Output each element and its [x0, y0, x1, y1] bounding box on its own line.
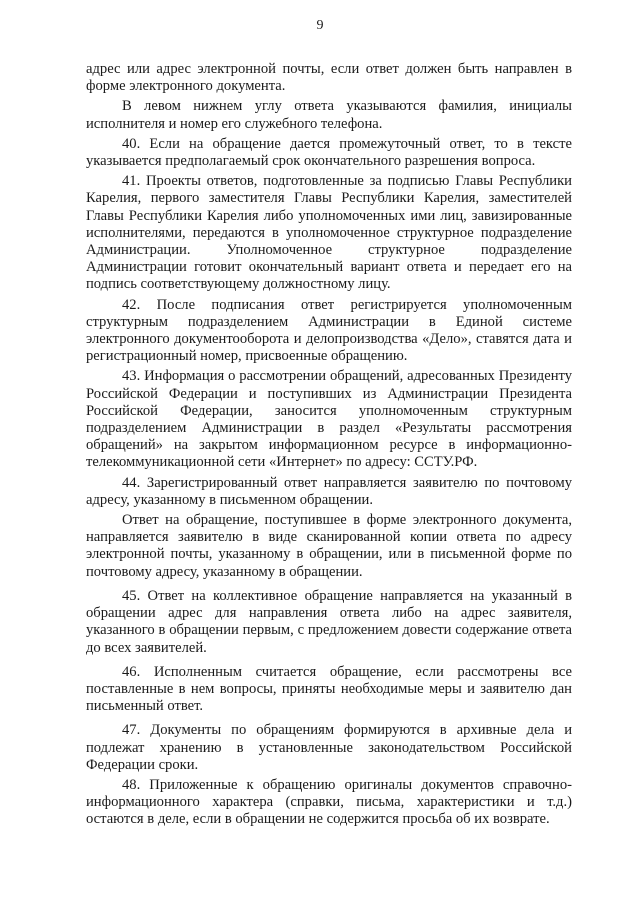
- paragraph-42: 42. После подписания ответ регистрируется уполномоченным структурным подразделением Администрации в Единой системе электронного документооборота и делопроизводства «Дело», ставятся дата и регистрационный номер, присвоенные обращению.: [86, 296, 572, 365]
- paragraph-43: 43. Информация о рассмотрении обращений, адресованных Президенту Российской Федерации и поступивших из Администрации Президента Российской Федерации, заносится уполномоченным структурным подразделением Администрации в раздел «Результаты рассмотрения обращений» на закрытом информационном ресурсе в информационно-телекоммуникационной сети «Интернет» по адресу: ССТУ.РФ.: [86, 368, 572, 471]
- paragraph-46: 46. Исполненным считается обращение, если рассмотрены все поставленные в нем вопросы, приняты необходимые меры и заявителю дан письменный ответ.: [86, 663, 572, 715]
- page-number: 9: [316, 18, 324, 33]
- paragraph-48: 48. Приложенные к обращению оригиналы документов справочно-информационного характера (справки, письма, характеристики и т.д.) остаются в деле, если в обращении не содержится просьба об их возврате.: [86, 776, 572, 828]
- paragraph-44: 44. Зарегистрированный ответ направляется заявителю по почтовому адресу, указанному в письменном обращении.: [86, 474, 572, 508]
- paragraph-electronic-reply: Ответ на обращение, поступившее в форме электронного документа, направляется заявителю в виде сканированной копии ответа по адресу электронной почты, указанному в обращении, или в письменной форме по почтовому адресу, указанному в обращении.: [86, 512, 572, 580]
- paragraph-47: 47. Документы по обращениям формируются в архивные дела и подлежат хранению в установленные законодательством Российской Федерации сроки.: [86, 722, 572, 773]
- paragraph-signature-note: В левом нижнем углу ответа указываются фамилия, инициалы исполнителя и номер его служебного телефона.: [86, 98, 572, 132]
- paragraph-45: 45. Ответ на коллективное обращение направляется на указанный в обращении адрес для направления ответа либо на адрес заявителя, указанного в обращении первым, с предложением довести содержание ответа до всех заявителей.: [86, 587, 572, 656]
- paragraph-40: 40. Если на обращение дается промежуточный ответ, то в тексте указывается предполагаемый срок окончательного разрешения вопроса.: [86, 135, 572, 170]
- document-body: [86, 61, 572, 829]
- paragraph-41: 41. Проекты ответов, подготовленные за подписью Главы Республики Карелия, первого заместителя Главы Республики Карелия, заместителей Главы Республики Карелия либо уполномоченных ими лиц, завизированные исполнителями, передаются в уполномоченное структурное подразделение Администрации. Уполномоченное структурное подразделение Администрации готовит окончательный вариант ответа и передает его на подпись соответствующему должностному лицу.: [86, 173, 572, 293]
- paragraph-continuation: адрес или адрес электронной почты, если ответ должен быть направлен в форме электронного документа.: [86, 61, 572, 95]
